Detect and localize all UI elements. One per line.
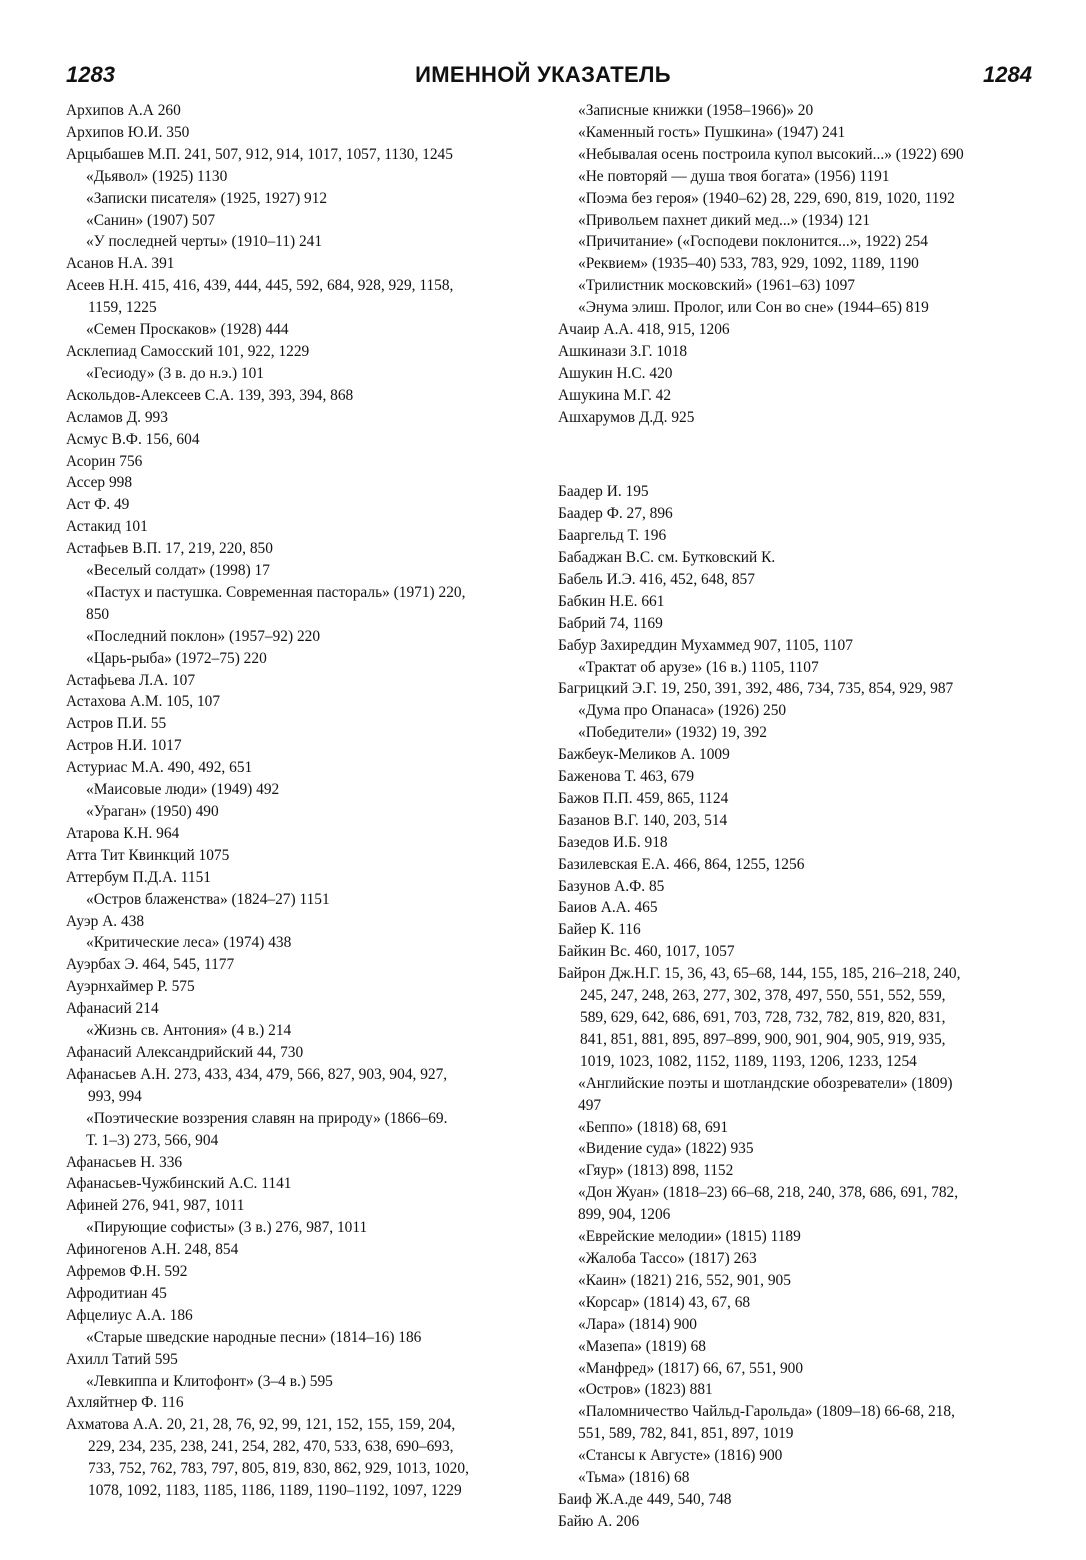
index-continuation: 1019, 1023, 1082, 1152, 1189, 1193, 1206, 1233, 1254 (580, 1052, 917, 1070)
index-continuation: 229, 234, 235, 238, 241, 254, 282, 470, 533, 638, 690–693, (88, 1438, 454, 1456)
right-index-column (558, 100, 1036, 1533)
index-subentry: «Корсар» (1814) 43, 67, 68 (578, 1293, 751, 1311)
index-entry: Астров П.И. 55 (66, 715, 167, 733)
index-entry: Базилевская Е.А. 466, 864, 1255, 1256 (558, 855, 805, 873)
index-subentry: «Гяур» (1813) 898, 1152 (578, 1162, 734, 1180)
index-subentry: «Видение суда» (1822) 935 (578, 1140, 754, 1158)
index-entry: Ахилл Татий 595 (66, 1350, 178, 1368)
index-entry: Ауэрбах Э. 464, 545, 1177 (66, 956, 235, 974)
index-subentry: «Стансы к Августе» (1816) 900 (578, 1447, 783, 1465)
index-subentry: «Привольем пахнет дикий мед...» (1934) 121 (578, 211, 871, 229)
index-entry: Астров Н.И. 1017 (66, 737, 182, 755)
index-entry: Асламов Д. 993 (66, 408, 168, 426)
index-subentry: 551, 589, 782, 841, 851, 897, 1019 (578, 1425, 794, 1443)
index-entry: Баиф Ж.А.де 449, 540, 748 (558, 1490, 732, 1508)
index-continuation: 1159, 1225 (88, 299, 157, 317)
index-continuation: 733, 752, 762, 783, 797, 805, 819, 830, 862, 929, 1013, 1020, (88, 1460, 469, 1478)
index-entry: Асклепиад Самосский 101, 922, 1229 (66, 342, 310, 360)
right-page-number: 1284 (983, 62, 1032, 87)
index-entry: Арцыбашев М.П. 241, 507, 912, 914, 1017, 1057, 1130, 1245 (66, 145, 453, 163)
index-continuation: 1078, 1092, 1183, 1185, 1186, 1189, 1190–1192, 1097, 1229 (88, 1482, 462, 1500)
index-subentry: «Гесиоду» (3 в. до н.э.) 101 (86, 364, 265, 382)
index-subentry: «Дьявол» (1925) 1130 (86, 167, 228, 185)
index-continuation: 245, 247, 248, 263, 277, 302, 378, 497, 550, 551, 552, 559, (580, 987, 946, 1005)
index-subentry: «Жизнь св. Антония» (4 в.) 214 (86, 1022, 292, 1040)
index-entry: Баадер И. 195 (558, 483, 649, 501)
index-entry: Аттербум П.Д.А. 1151 (66, 868, 211, 886)
index-entry: Бабур Захиреддин Мухаммед 907, 1105, 1107 (558, 636, 853, 654)
index-subentry: «Царь-рыба» (1972–75) 220 (86, 649, 267, 667)
index-entry: Ашукин Н.С. 420 (558, 364, 673, 382)
index-subentry: «Последний поклон» (1957–92) 220 (86, 627, 321, 645)
index-entry: Асанов Н.А. 391 (66, 255, 175, 273)
index-entry: Афиней 276, 941, 987, 1011 (66, 1197, 245, 1215)
index-subentry: «Остров» (1823) 881 (578, 1381, 713, 1399)
index-subentry: Т. 1–3) 273, 566, 904 (86, 1131, 219, 1149)
index-entry: Бааргельд Т. 196 (558, 527, 667, 545)
index-continuation: 993, 994 (88, 1087, 142, 1105)
index-subentry: «Не повторяй — душа твоя богата» (1956) 1191 (578, 167, 890, 185)
index-entry: Баженова Т. 463, 679 (558, 768, 695, 786)
index-subentry: «Поэма без героя» (1940–62) 28, 229, 690, 819, 1020, 1192 (578, 189, 955, 207)
section-spacer (558, 444, 1036, 466)
index-subentry: «Дон Жуан» (1818–23) 66–68, 218, 240, 378, 686, 691, 782, (578, 1184, 959, 1202)
index-entry: Архипов Ю.И. 350 (66, 123, 190, 141)
index-subentry: «Левкиппа и Клитофонт» (3–4 в.) 595 (86, 1372, 333, 1390)
index-subentry: «Поэтические воззрения славян на природу» (1866–69. (86, 1109, 448, 1127)
index-subentry: «Победители» (1932) 19, 392 (578, 724, 767, 742)
index-entry: Бажов П.П. 459, 865, 1124 (558, 789, 729, 807)
index-entry: Баадер Ф. 27, 896 (558, 505, 673, 523)
index-subentry: «Пастух и пастушка. Современная пастораль» (1971) 220, (86, 583, 466, 601)
index-entry: Багрицкий Э.Г. 19, 250, 391, 392, 486, 734, 735, 854, 929, 987 (558, 680, 954, 698)
index-entry: Афанасьев-Чужбинский А.С. 1141 (66, 1175, 292, 1193)
index-subentry: 850 (86, 605, 110, 623)
index-subentry: «Жалоба Тассо» (1817) 263 (578, 1249, 757, 1267)
index-subentry: «Старые шведские народные песни» (1814–16) 186 (86, 1328, 422, 1346)
page-header (0, 56, 1086, 96)
index-subentry: «Реквием» (1935–40) 533, 783, 929, 1092, 1189, 1190 (578, 255, 919, 273)
index-entry: Афанасьев Н. 336 (66, 1153, 183, 1171)
index-subentry: «Паломничество Чайльд-Гарольда» (1809–18) 66-68, 218, (578, 1403, 955, 1421)
index-entry: Ашхарумов Д.Д. 925 (558, 408, 695, 426)
running-title: ИМЕННОЙ УКАЗАТЕЛЬ (415, 62, 671, 87)
index-entry: Архипов А.А 260 (66, 102, 181, 119)
index-entry: Асорин 756 (66, 452, 143, 470)
index-entry: Бабрий 74, 1169 (558, 614, 663, 632)
index-entry: Атта Тит Квинкций 1075 (66, 846, 230, 864)
index-subentry: «Каменный гость» Пушкина» (1947) 241 (578, 123, 846, 141)
index-entry: Афцелиус А.А. 186 (66, 1306, 193, 1324)
index-subentry: «У последней черты» (1910–11) 241 (86, 233, 323, 251)
index-entry: Ачаир А.А. 418, 915, 1206 (558, 321, 730, 339)
index-subentry: «Трактат об арузе» (16 в.) 1105, 1107 (578, 658, 819, 676)
index-entry: Ауэрнхаймер Р. 575 (66, 978, 195, 996)
index-entry: Ауэр А. 438 (66, 912, 145, 930)
index-subentry: «Лара» (1814) 900 (578, 1315, 697, 1333)
index-subentry: «Семен Проскаков» (1928) 444 (86, 321, 289, 339)
index-subentry: «Остров блаженства» (1824–27) 1151 (86, 890, 330, 908)
index-subentry: «Беппо» (1818) 68, 691 (578, 1118, 729, 1136)
index-subentry: «Дума про Опанаса» (1926) 250 (578, 702, 787, 720)
index-entry: Байрон Дж.Н.Г. 15, 36, 43, 65–68, 144, 155, 185, 216–218, 240, (558, 965, 961, 983)
index-entry: Афанасий Александрийский 44, 730 (66, 1043, 304, 1061)
index-subentry: «Тьма» (1816) 68 (578, 1469, 690, 1487)
index-entry: Астафьев В.П. 17, 219, 220, 850 (66, 540, 273, 558)
index-entry: Афанасьев А.Н. 273, 433, 434, 479, 566, 827, 903, 904, 927, (66, 1065, 448, 1083)
index-entry: Баиов А.А. 465 (558, 899, 658, 917)
index-entry: Аскольдов-Алексеев С.А. 139, 393, 394, 868 (66, 386, 354, 404)
index-subentry: «Пирующие софисты» (3 в.) 276, 987, 1011 (86, 1219, 368, 1237)
index-entry: Аст Ф. 49 (66, 496, 130, 514)
index-subentry: «Трилистник московский» (1961–63) 1097 (578, 277, 856, 295)
index-subentry: «Причитание» («Господеви поклонится...», 1922) 254 (578, 233, 928, 251)
index-entry: Ашкинази З.Г. 1018 (558, 342, 688, 360)
index-entry: Базунов А.Ф. 85 (558, 877, 665, 895)
index-entry: Бабаджан В.С. см. Бутковский К. (558, 548, 776, 566)
index-entry: Бабкин Н.Е. 661 (558, 592, 665, 610)
index-entry: Бабель И.Э. 416, 452, 648, 857 (558, 570, 755, 588)
index-entry: Астафьева Л.А. 107 (66, 671, 196, 689)
index-subentry: «Маисовые люди» (1949) 492 (86, 781, 280, 799)
left-page-number: 1283 (66, 62, 115, 87)
index-entry: Афремов Ф.Н. 592 (66, 1263, 188, 1281)
index-entry: Атарова К.Н. 964 (66, 824, 180, 842)
index-subentry: «Критические леса» (1974) 438 (86, 934, 292, 952)
index-subentry: «Записки писателя» (1925, 1927) 912 (86, 189, 328, 207)
index-entry: Астахова А.М. 105, 107 (66, 693, 221, 711)
index-subentry: «Санин» (1907) 507 (86, 211, 216, 229)
index-entry: Ассер 998 (66, 474, 133, 492)
index-subentry: «Английские поэты и шотландские обозреватели» (1809) (578, 1074, 953, 1092)
index-entry: Базедов И.Б. 918 (558, 833, 668, 851)
index-entry: Ахматова А.А. 20, 21, 28, 76, 92, 99, 121, 152, 155, 159, 204, (66, 1416, 456, 1434)
index-entry: Афиногенов А.Н. 248, 854 (66, 1241, 239, 1259)
index-subentry: «Каин» (1821) 216, 552, 901, 905 (578, 1271, 791, 1289)
index-entry: Асеев Н.Н. 415, 416, 439, 444, 445, 592, 684, 928, 929, 1158, (66, 277, 454, 295)
index-entry: Бажбеук-Меликов А. 1009 (558, 746, 730, 764)
index-subentry: «Мазепа» (1819) 68 (578, 1337, 707, 1355)
index-entry: Базанов В.Г. 140, 203, 514 (558, 811, 728, 829)
index-subentry: «Веселый солдат» (1998) 17 (86, 562, 270, 580)
index-subentry: 899, 904, 1206 (578, 1206, 671, 1224)
index-subentry: «Манфред» (1817) 66, 67, 551, 900 (578, 1359, 804, 1377)
index-subentry: «Небывалая осень построила купол высокий...» (1922) 690 (578, 145, 964, 163)
index-entry: Байю А. 206 (558, 1512, 640, 1530)
index-entry: Афродитиан 45 (66, 1284, 167, 1302)
index-entry: Байкин Вс. 460, 1017, 1057 (558, 943, 735, 961)
index-subentry: «Энума элиш. Пролог, или Сон во сне» (1944–65) 819 (578, 299, 929, 317)
index-subentry: «Записные книжки (1958–1966)» 20 (578, 102, 814, 119)
index-subentry: «Еврейские мелодии» (1815) 1189 (578, 1228, 801, 1246)
index-entry: Асмус В.Ф. 156, 604 (66, 430, 200, 448)
index-entry: Ашукина М.Г. 42 (558, 386, 672, 404)
index-entry: Афанасий 214 (66, 1000, 159, 1018)
index-continuation: 841, 851, 881, 895, 897–899, 900, 901, 904, 905, 919, 935, (580, 1030, 946, 1048)
index-entry: Байер К. 116 (558, 921, 641, 939)
index-subentry: «Ураган» (1950) 490 (86, 803, 219, 820)
index-entry: Астакид 101 (66, 518, 148, 536)
index-continuation: 589, 629, 642, 686, 691, 703, 728, 732, 782, 819, 820, 831, (580, 1009, 946, 1027)
index-entry: Ахляйтнер Ф. 116 (66, 1394, 184, 1412)
left-index-column (66, 100, 534, 1502)
index-entry: Астуриас М.А. 490, 492, 651 (66, 759, 253, 777)
index-subentry: 497 (578, 1096, 602, 1114)
